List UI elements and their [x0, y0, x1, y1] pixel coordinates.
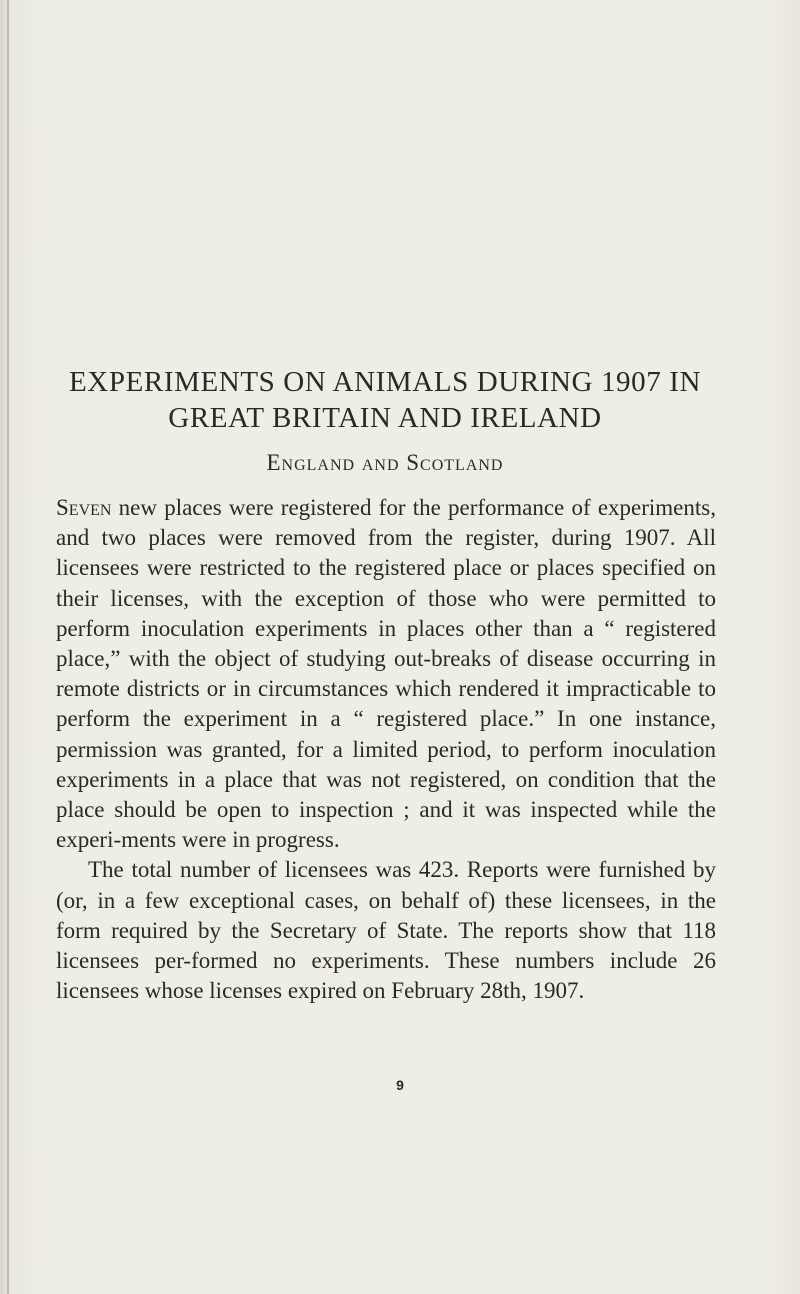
- page-gutter: [7, 0, 9, 1294]
- paragraph-2: The total number of licensees was 423. Reports were furnished by (or, in a few exceptional cases, on behalf of) these licensees, in the form required by the Secretary of State. The reports show that 118 licensees per-formed no experiments. These numbers include 26 licensees whose licenses expired on February 28th, 1907.: [56, 857, 716, 1004]
- page-title: [40, 364, 730, 436]
- paragraph-1-text: new places were registered for the performance of experiments, and two places were removed from the register, during 1907. All licensees were restricted to the registered place or places specified on their licenses, with the exception of those who were permitted to perform inoculation experiments in places other than a “ registered place,” with the object of studying out-breaks of disease occurring in remote districts or in circumstances which rendered it impracticable to perform the experiment in a “ registered place.” In one instance, permission was granted, for a limited period, to perform inoculation experiments in a place that was not registered, on condition that the place should be open to inspection ; and it was inspected while the experi-ments were in progress.: [56, 495, 716, 853]
- page-number: 9: [396, 1077, 404, 1093]
- paragraph-lead-word: Seven: [56, 495, 112, 520]
- page-title-line-1: EXPERIMENTS ON ANIMALS DURING 1907 IN: [68, 366, 701, 398]
- paragraph-1: [56, 493, 716, 855]
- page-title-line-2: GREAT BRITAIN AND IRELAND: [168, 402, 602, 434]
- body-text: [56, 493, 716, 1006]
- section-heading: England and Scotland: [266, 450, 504, 475]
